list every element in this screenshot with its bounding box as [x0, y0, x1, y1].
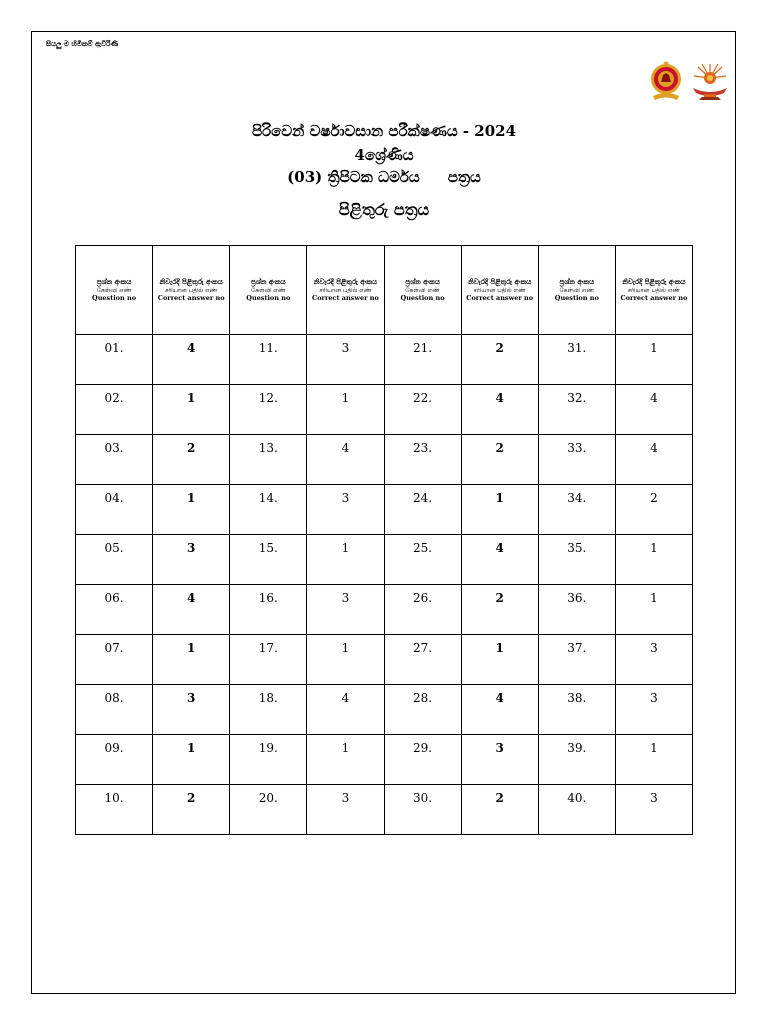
answer-cell: 2	[153, 785, 230, 835]
header-label-si: ප්‍රශ්න අංකය	[250, 278, 286, 286]
header-label-en: Correct answer no	[620, 294, 688, 302]
header-label-en: Question no	[92, 294, 137, 302]
answer-cell: 3	[615, 635, 692, 685]
header-label-si: නිවැරදි පිළිතුරු අංකය	[468, 278, 532, 286]
answer-cell: 3	[461, 735, 538, 785]
header-label-en: Correct answer no	[157, 294, 225, 302]
correct-answer-header	[153, 246, 230, 335]
question-number-cell: 28.	[384, 685, 461, 735]
header-label-en: Question no	[554, 294, 599, 302]
table-row	[76, 385, 693, 435]
answer-cell: 4	[307, 435, 384, 485]
question-number-cell: 10.	[76, 785, 153, 835]
header-label-si: නිවැරදි පිළිතුරු අංකය	[313, 278, 378, 286]
answer-cell: 3	[307, 485, 384, 535]
answer-cell: 2	[461, 335, 538, 385]
table-row	[76, 485, 693, 535]
table-header-row	[76, 246, 693, 335]
question-number-cell: 18.	[230, 685, 307, 735]
answer-cell: 4	[153, 585, 230, 635]
answer-cell: 1	[307, 535, 384, 585]
answer-cell: 2	[461, 785, 538, 835]
question-number-cell: 31.	[538, 335, 615, 385]
question-number-cell: 15.	[230, 535, 307, 585]
answer-cell: 4	[461, 535, 538, 585]
answer-sheet-subtitle: පිළිතුරු පත්‍රය	[338, 200, 430, 219]
question-number-cell: 39.	[538, 735, 615, 785]
question-number-cell: 21.	[384, 335, 461, 385]
question-number-cell: 19.	[230, 735, 307, 785]
question-number-cell: 14.	[230, 485, 307, 535]
question-number-cell: 22.	[384, 385, 461, 435]
question-number-cell: 38.	[538, 685, 615, 735]
question-number-cell: 36.	[538, 585, 615, 635]
answer-cell: 3	[615, 685, 692, 735]
answer-cell: 4	[615, 435, 692, 485]
question-number-cell: 33.	[538, 435, 615, 485]
table-row	[76, 535, 693, 585]
header-label-ta: சரியான பதில் எண்	[319, 287, 372, 294]
question-no-header	[538, 246, 615, 335]
question-number-cell: 24.	[384, 485, 461, 535]
answer-cell: 1	[615, 535, 692, 585]
question-number-cell: 05.	[76, 535, 153, 585]
question-number-cell: 30.	[384, 785, 461, 835]
question-number-cell: 25.	[384, 535, 461, 585]
answer-cell: 3	[615, 785, 692, 835]
question-number-cell: 01.	[76, 335, 153, 385]
logo-group	[649, 60, 733, 104]
answer-cell: 4	[307, 685, 384, 735]
question-number-cell: 32.	[538, 385, 615, 435]
header-label-si: නිවැරදි පිළිතුරු අංකය	[159, 278, 223, 286]
question-number-cell: 16.	[230, 585, 307, 635]
paper-line	[0, 168, 768, 186]
answer-cell: 1	[307, 385, 384, 435]
answer-cell: 3	[153, 535, 230, 585]
question-number-cell: 13.	[230, 435, 307, 485]
header-label-ta: சரியான பதில் எண்	[165, 287, 218, 294]
header-label-si: ප්‍රශ්න අංකය	[96, 278, 132, 286]
sri-lanka-emblem-icon	[649, 60, 683, 102]
answer-cell: 1	[153, 735, 230, 785]
question-number-cell: 06.	[76, 585, 153, 635]
answer-cell: 2	[615, 485, 692, 535]
question-no-header	[76, 246, 153, 335]
question-number-cell: 08.	[76, 685, 153, 735]
question-number-cell: 02.	[76, 385, 153, 435]
answer-cell: 2	[461, 435, 538, 485]
answer-cell: 1	[615, 735, 692, 785]
header-label-si: ප්‍රශ්න අංකය	[405, 278, 440, 286]
answer-cell: 1	[615, 585, 692, 635]
answer-cell: 1	[307, 635, 384, 685]
table-row	[76, 735, 693, 785]
answer-cell: 1	[153, 385, 230, 435]
answer-table-body	[76, 335, 693, 835]
answer-cell: 3	[307, 585, 384, 635]
question-number-cell: 27.	[384, 635, 461, 685]
header-label-en: Correct answer no	[466, 294, 534, 302]
answer-cell: 1	[615, 335, 692, 385]
question-number-cell: 26.	[384, 585, 461, 635]
answer-cell: 4	[615, 385, 692, 435]
question-number-cell: 40.	[538, 785, 615, 835]
answer-cell: 4	[153, 335, 230, 385]
grade-label: 4ශ්‍රේණිය	[354, 146, 414, 164]
answer-cell: 4	[461, 385, 538, 435]
header-label-ta: கேள்வி எண்	[251, 287, 286, 294]
paper-code: (03) ත්‍රිපිටක ධර්මය	[287, 168, 420, 186]
table-row	[76, 335, 693, 385]
table-row	[76, 635, 693, 685]
question-number-cell: 35.	[538, 535, 615, 585]
answer-cell: 1	[307, 735, 384, 785]
header-label-en: Question no	[400, 294, 445, 302]
answer-cell: 4	[461, 685, 538, 735]
header-label-ta: சரியான பதில் எண்	[473, 287, 526, 294]
paper-word: පත්‍රය	[447, 168, 481, 186]
answer-cell: 1	[153, 635, 230, 685]
exam-title: පිරිවෙන් වර්ෂාවසාන පරීක්ෂණය - 2024	[251, 122, 517, 140]
question-number-cell: 09.	[76, 735, 153, 785]
table-row	[76, 435, 693, 485]
question-number-cell: 23.	[384, 435, 461, 485]
question-number-cell: 34.	[538, 485, 615, 535]
answer-cell: 2	[461, 585, 538, 635]
question-number-cell: 03.	[76, 435, 153, 485]
question-number-cell: 11.	[230, 335, 307, 385]
oil-lamp-dharma-wheel-icon	[687, 62, 733, 102]
question-number-cell: 37.	[538, 635, 615, 685]
question-number-cell: 12.	[230, 385, 307, 435]
correct-answer-header	[307, 246, 384, 335]
table-row	[76, 685, 693, 735]
header-label-ta: சரியான பதில் எண்	[627, 287, 681, 294]
answer-table	[75, 245, 693, 835]
question-number-cell: 07.	[76, 635, 153, 685]
header-label-si: ප්‍රශ්න අංකය	[559, 278, 595, 286]
answer-cell: 3	[153, 685, 230, 735]
copyright-notice: සියලු ම හිමිකම් ඇවිරිණි	[46, 40, 119, 48]
answer-cell: 1	[461, 635, 538, 685]
header-label-en: Question no	[246, 294, 291, 302]
question-number-cell: 20.	[230, 785, 307, 835]
question-no-header	[230, 246, 307, 335]
answer-cell: 1	[461, 485, 538, 535]
correct-answer-header	[461, 246, 538, 335]
header-label-en: Correct answer no	[312, 294, 379, 302]
question-number-cell: 17.	[230, 635, 307, 685]
answer-cell: 1	[153, 485, 230, 535]
header-label-ta: கேள்வி எண்	[405, 287, 440, 294]
header-label-ta: கேள்வி எண்	[96, 287, 132, 294]
question-number-cell: 29.	[384, 735, 461, 785]
question-number-cell: 04.	[76, 485, 153, 535]
question-no-header	[384, 246, 461, 335]
header-label-si: නිවැරදි පිළිතුරු අංකය	[622, 278, 686, 286]
answer-cell: 3	[307, 785, 384, 835]
answer-cell: 3	[307, 335, 384, 385]
answer-cell: 2	[153, 435, 230, 485]
table-row	[76, 785, 693, 835]
correct-answer-header	[615, 246, 692, 335]
table-row	[76, 585, 693, 635]
header-label-ta: கேள்வி எண்	[559, 287, 595, 294]
